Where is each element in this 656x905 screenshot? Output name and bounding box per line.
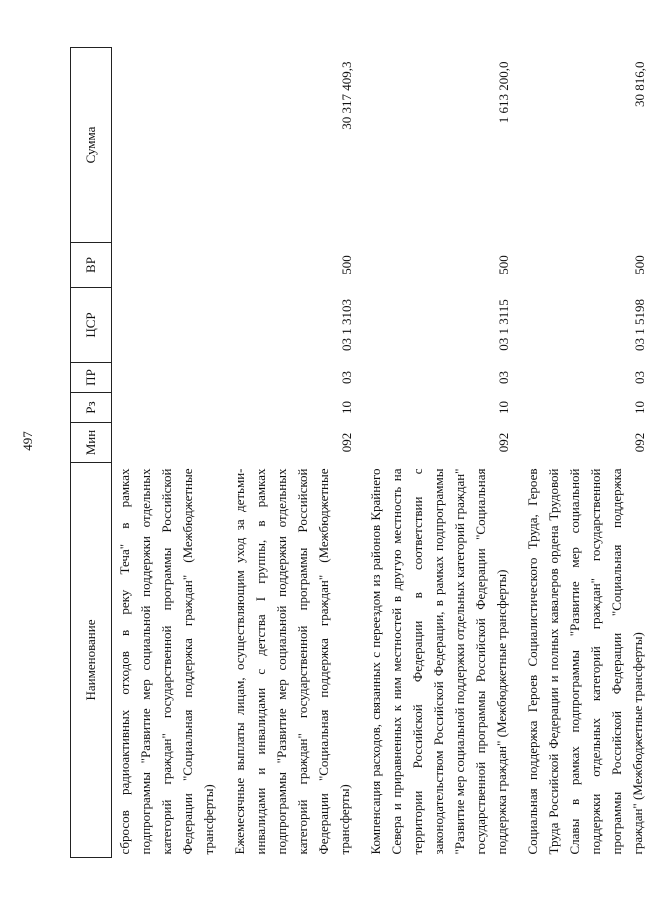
budget-table-container [70,48,647,858]
row-csr: 03 1 5198 [632,299,647,351]
row-sum: 30 816,0 [632,61,647,107]
row-vr: 500 [632,255,647,275]
table-row [363,48,520,858]
table-row [520,48,656,858]
row-min: 092 [496,432,511,453]
page-number: 497 [20,431,35,451]
row-sum [112,48,228,243]
row-min: 092 [632,432,647,453]
header-sum: Сумма [71,48,112,243]
row-sum: 30 317 409,3 [339,61,354,130]
header-pr: ПР [71,363,112,393]
row-name: сбросов радиоактивных отходов в реку Теча" в рамках подпрограммы "Развитие мер социальной поддержки отдельных категорий граждан" государственной программы Российской Федерации "Социальная поддержка граждан" (Межбюджетные трансферты) [117,468,216,855]
table-row [112,48,228,858]
header-rz: Рз [71,393,112,423]
row-rz: 10 [496,401,511,414]
row-name: Компенсация расходов, связанных с переездом из районов Крайнего Севера и приравненных к ним местностей в другую местность на территории Российской Федерации в соответствии с законодательством Российской Федерации, в рамках подпрограммы "Развитие мер социальной поддержки отдельных категорий граждан" государственной программы Российской Федерации "Социальная поддержка граждан" (Межбюджетные трансферты) [368,468,509,855]
header-csr: ЦСР [71,288,112,363]
row-rz: 10 [632,401,647,414]
row-sum: 1 613 200,0 [496,61,511,124]
header-name: Наименование [71,463,112,858]
row-name: Ежемесячные выплаты лицам, осуществляющим уход за детьми-инвалидами и инвалидами с детства I группы, в рамках подпрограммы "Развитие мер социальной поддержки отдельных категорий граждан" государственной программы Российской Федерации "Социальная поддержка граждан" (Межбюджетные трансферты) [232,468,352,855]
row-rz [112,393,228,423]
row-min: 092 [339,432,354,453]
row-pr: 03 [339,371,354,384]
row-vr: 500 [496,255,511,275]
row-min [112,423,228,463]
table-header-row [71,48,112,858]
row-rz: 10 [339,401,354,414]
header-vr: ВР [71,243,112,288]
table-row [227,48,363,858]
row-pr: 03 [496,371,511,384]
row-csr [112,288,228,363]
row-name: Социальная поддержка Героев Социалистического Труда, Героев Труда Российской Федерации и полных кавалеров ордена Трудовой Славы в рамках подпрограммы "Развитие мер социальной поддержки отдельных категорий граждан" государственной программы Российской Федерации "Социальная поддержка граждан" (Межбюджетные трансферты) [525,468,645,855]
budget-table [70,47,656,858]
row-pr: 03 [632,371,647,384]
row-pr [112,363,228,393]
row-vr: 500 [339,255,354,275]
header-min: Мин [71,423,112,463]
row-csr: 03 1 3103 [339,299,354,351]
row-vr [112,243,228,288]
row-csr: 03 1 3115 [496,299,511,351]
